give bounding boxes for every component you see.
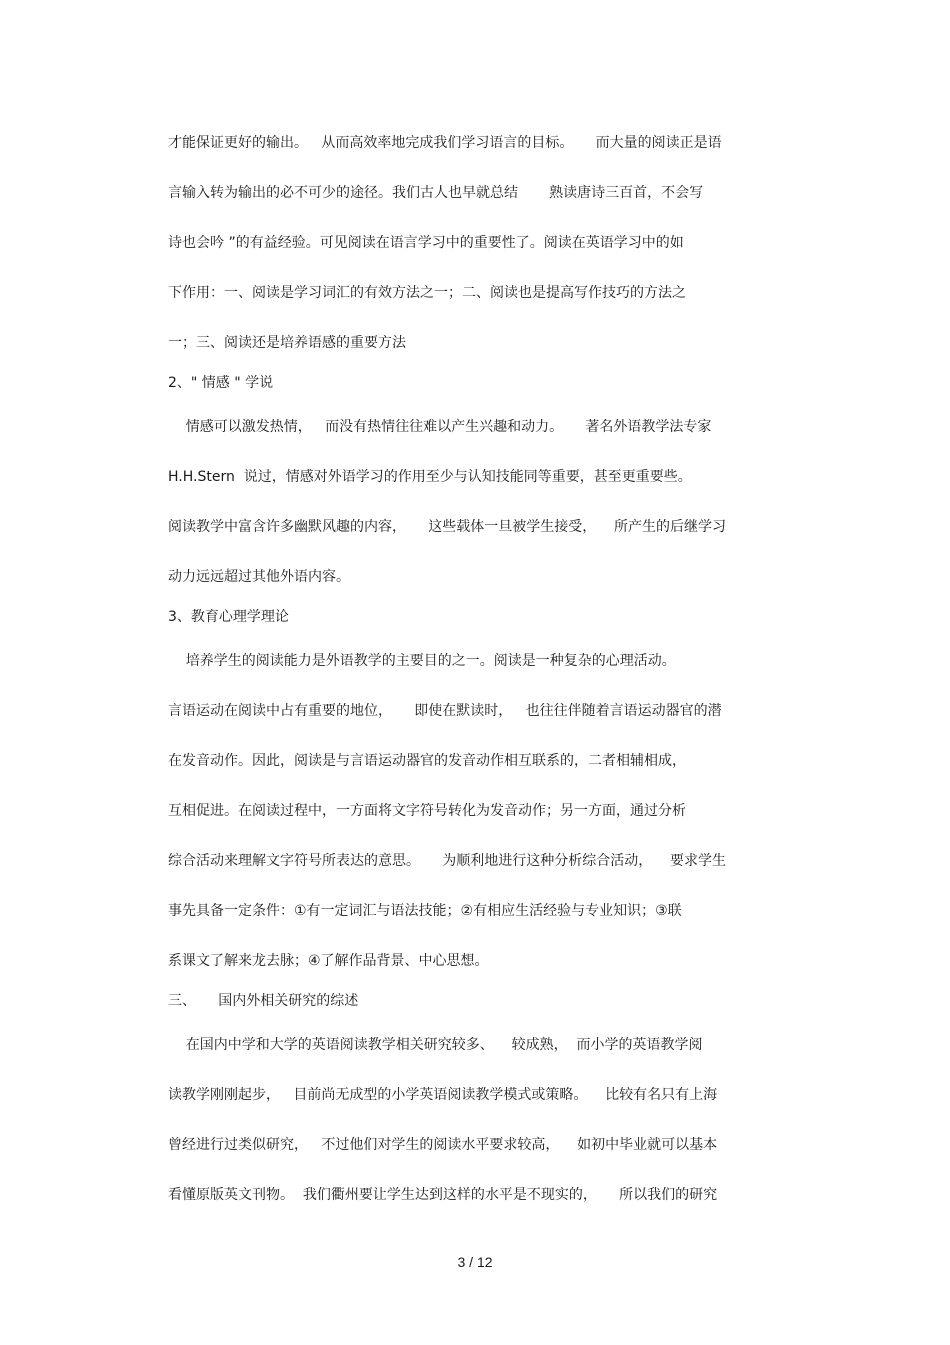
section-heading: 2、" 情感 " 学说 <box>168 375 274 391</box>
text-line: 诗也会吟 ”的有益经验。可见阅读在语言学习中的重要性了。阅读在英语学习中的如 <box>168 235 684 251</box>
text-line: 言语运动在阅读中占有重要的地位， 即使在默读时， 也往往伴随着言语运动器官的潜 <box>168 703 722 719</box>
text-line: 在发音动作。因此，阅读是与言语运动器官的发音动作相互联系的，二者相辅相成， <box>168 753 686 769</box>
text-line: H.H.Stern 说过，情感对外语学习的作用至少与认知技能同等重要，甚至更重要些。 <box>168 469 692 485</box>
page-number: 3 / 12 <box>457 1254 493 1270</box>
text-line: 看懂原版英文刊物。 我们衢州要让学生达到这样的水平是不现实的， 所以我们的研究 <box>168 1187 718 1203</box>
text-line: 阅读教学中富含许多幽默风趣的内容， 这些载体一旦被学生接受， 所产生的后继学习 <box>168 519 727 535</box>
text-line: 读教学刚刚起步， 目前尚无成型的小学英语阅读教学模式或策略。 比较有名只有上海 <box>168 1087 718 1103</box>
text-line: 培养学生的阅读能力是外语教学的主要目的之一。阅读是一种复杂的心理活动。 <box>168 653 676 669</box>
text-line: 言输入转为输出的必不可少的途径。我们古人也早就总结 熟读唐诗三百首，不会写 <box>168 185 704 201</box>
text-line: 在国内中学和大学的英语阅读教学相关研究较多、 较成熟， 而小学的英语教学阅 <box>168 1037 703 1053</box>
section-heading: 三、 国内外相关研究的综述 <box>168 993 359 1009</box>
text-line: 系课文了解来龙去脉；④了解作品背景、中心思想。 <box>168 953 489 969</box>
text-line: 动力远远超过其他外语内容。 <box>168 569 350 585</box>
text-line: 一；三、阅读还是培养语感的重要方法 <box>168 335 406 351</box>
text-line: 情感可以激发热情， 而没有热情往往难以产生兴趣和动力。 著名外语教学法专家 <box>168 419 712 435</box>
text-line: 下作用：一、阅读是学习词汇的有效方法之一；二、阅读也是提高写作技巧的方法之 <box>168 285 686 301</box>
text-line: 才能保证更好的输出。 从而高效率地完成我们学习语言的目标。 而大量的阅读正是语 <box>168 135 722 151</box>
text-line: 事先具备一定条件：①有一定词汇与语法技能；②有相应生活经验与专业知识；③联 <box>168 903 682 919</box>
text-line: 互相促进。在阅读过程中，一方面将文字符号转化为发音动作；另一方面，通过分析 <box>168 803 686 819</box>
text-line: 综合活动来理解文字符号所表达的意思。 为顺利地进行这种分析综合活动， 要求学生 <box>168 853 727 869</box>
section-heading: 3、教育心理学理论 <box>168 609 289 625</box>
text-line: 曾经进行过类似研究， 不过他们对学生的阅读水平要求较高， 如初中毕业就可以基本 <box>168 1137 718 1153</box>
